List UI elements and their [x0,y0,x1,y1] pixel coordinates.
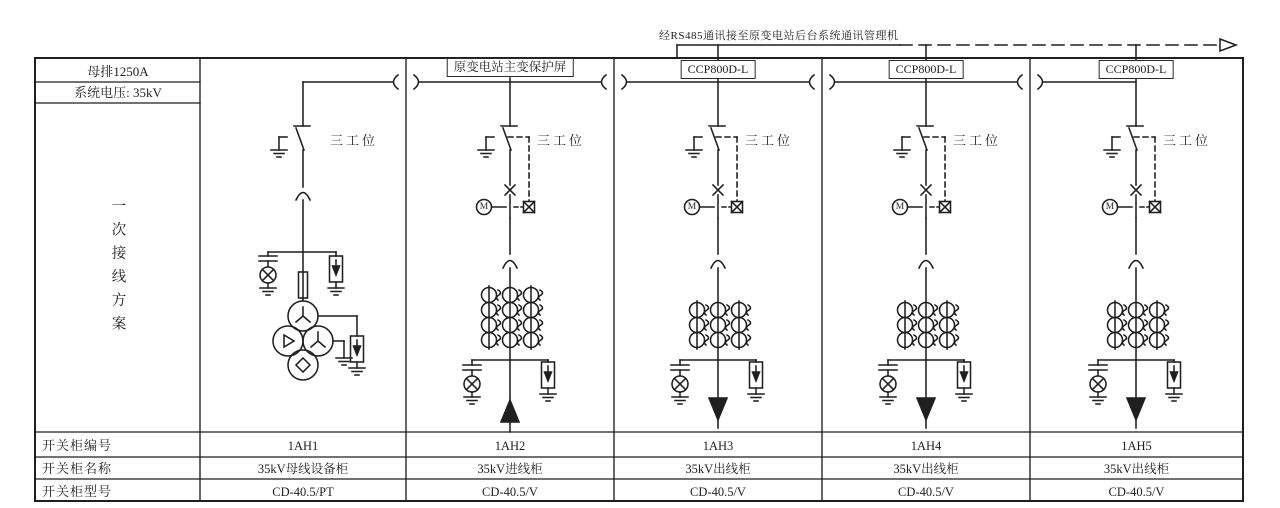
current-transformer-icon [482,333,501,348]
motor-label: M [895,202,905,212]
current-transformer-icon [503,288,522,303]
ground-icon [540,394,556,401]
cabinet-circuit-1AH1 [259,82,365,380]
system-voltage-label: 系统电压: 35kV [74,85,162,100]
disconnect-switch-icon [686,126,725,157]
ground-icon [328,288,344,295]
interlock-box-icon [940,202,951,213]
ground-icon [349,368,365,375]
current-transformer-icon [482,303,501,318]
ground-icon [1166,394,1182,401]
switch-position-label-1ah5: 三工位 [1163,133,1212,148]
cell-name-1ah5: 35kV出线柜 [1103,462,1170,476]
disconnect-switch-icon [1104,126,1143,157]
ground-icon [260,288,276,295]
pt-winding-group [273,301,333,380]
breaker-contact-icon [713,185,723,195]
current-transformer-icon [1150,318,1169,333]
table-grid [35,58,1243,501]
surge-arrester-icon [542,362,555,388]
interlock-box-icon [732,202,743,213]
cell-no-1ah1: 1AH1 [287,439,319,453]
cell-name-1ah4: 35kV出线柜 [893,462,959,476]
ccp-device-box-1ah5: CCP800D-L [1099,60,1174,79]
ccp-device-box-1ah3: CCP800D-L [681,60,756,79]
bus-coupler-icon [602,75,607,89]
switch-position-label-1ah2: 三工位 [537,133,586,148]
cable-plug-icon [296,193,310,201]
current-transformer-icon [919,318,938,333]
current-transformer-icon [940,318,959,333]
current-transformer-icon [732,333,751,348]
current-transformer-icon [940,303,959,318]
ground-icon [672,397,688,404]
bus-coupler-icon [394,75,399,89]
indicator-lamp-icon [1090,376,1106,392]
row-label-cabinet-name: 开关柜名称 [42,461,113,476]
current-transformer-icon [1129,303,1148,318]
rs485-comm-label: 经RS485通讯接至原变电站后台系统通讯管理机 [659,30,899,42]
disconnect-switch-icon [271,126,310,157]
ground-icon [880,397,896,404]
cell-name-1ah1: 35kV母线设备柜 [257,462,349,476]
indicator-lamp-icon [260,267,276,283]
surge-arrester-icon [330,256,343,282]
motor-label: M [687,202,697,212]
current-transformer-icon [524,318,543,333]
ground-icon [1090,397,1106,404]
motor-label: M [479,202,489,212]
current-transformer-icon [482,288,501,303]
motor-label: M [1105,202,1115,212]
current-transformer-icon [1129,333,1148,348]
current-transformer-icon [690,303,709,318]
incoming-feeder-arrow [501,400,519,422]
current-transformer-icon [1108,333,1127,348]
current-transformer-icon [1108,318,1127,333]
wye-winding-mark [296,307,310,322]
ground-icon [464,397,480,404]
current-transformer-icon [711,333,730,348]
wye-winding-mark [311,332,325,347]
current-transformer-icon [690,318,709,333]
current-transformer-icon [919,333,938,348]
cell-model-1ah4: CD-40.5/V [898,485,954,499]
cell-model-1ah5: CD-40.5/V [1108,485,1165,499]
scheme-title-text: 一次接线方案 [109,197,126,339]
current-transformer-icon [940,333,959,348]
current-transformer-icon [524,288,543,303]
current-transformer-icon [503,303,522,318]
bus-coupler-icon [1038,75,1043,89]
interlock-box-icon [524,202,535,213]
ccp-device-box-1ah4: CCP800D-L [889,60,964,79]
current-transformer-icon [690,333,709,348]
indicator-lamp-icon [464,376,480,392]
indicator-lamp-icon [672,376,688,392]
cell-model-1ah3: CD-40.5/V [690,485,746,499]
outgoing-feeder-arrow [917,398,935,420]
ground-icon [336,358,352,365]
switch-position-label-1ah1: 三工位 [330,133,379,148]
bus-coupler-icon [1018,75,1023,89]
bus-coupler-icon [414,75,419,89]
bus-coupler-icon [830,75,835,89]
interlock-box-icon [1150,202,1161,213]
switch-position-label-1ah4: 三工位 [953,133,1002,148]
comm-arrow-icon [1220,39,1236,51]
outgoing-feeder-arrow [709,398,727,420]
cell-no-1ah4: 1AH4 [910,439,942,453]
surge-arrester-icon [1168,362,1181,388]
cell-model-1ah2: CD-40.5/V [482,485,538,499]
switch-position-label-1ah3: 三工位 [745,133,794,148]
current-transformer-icon [1129,318,1148,333]
open-delta-winding-mark [296,358,310,372]
current-transformer-icon [482,318,501,333]
current-transformer-icon [919,303,938,318]
current-transformer-icon [711,318,730,333]
disconnect-switch-icon [478,126,517,157]
bus-coupler-icon [622,75,627,89]
surge-arrester-icon [958,362,971,388]
delta-winding-mark [284,335,294,347]
current-transformer-icon [898,303,917,318]
current-transformer-icon [1150,333,1169,348]
current-transformer-icon [1150,303,1169,318]
breaker-contact-icon [921,185,931,195]
busbar-rating-label: 母排1250A [87,63,149,79]
protection-screen-box: 原变电站主变保护屏 [447,58,574,77]
cable-plug-icon [503,261,517,269]
current-transformer-icon [732,318,751,333]
ground-icon [956,394,972,401]
cell-model-1ah1: CD-40.5/PT [272,485,334,499]
current-transformer-icon [503,333,522,348]
cable-plug-icon [711,261,725,269]
cell-no-1ah3: 1AH3 [702,439,734,453]
cell-no-1ah2: 1AH2 [494,439,526,453]
ground-icon [748,394,764,401]
current-transformer-icon [524,333,543,348]
current-transformer-icon [732,303,751,318]
cable-plug-icon [1129,261,1143,269]
current-transformer-icon [898,318,917,333]
disconnect-switch-icon [894,126,933,157]
row-label-cabinet-model: 开关柜型号 [42,484,113,499]
cell-name-1ah3: 35kV出线柜 [685,462,751,476]
current-transformer-icon [524,303,543,318]
cell-name-1ah2: 35kV进线柜 [477,462,543,476]
current-transformer-icon [1108,303,1127,318]
bus-coupler-icon [810,75,815,89]
current-transformer-icon [503,318,522,333]
current-transformer-icon [898,333,917,348]
breaker-contact-icon [505,185,515,195]
current-transformer-icon [711,303,730,318]
indicator-lamp-icon [880,376,896,392]
outgoing-feeder-arrow [1127,398,1145,420]
cable-plug-icon [919,261,933,269]
scheme-title [36,108,200,428]
cell-no-1ah5: 1AH5 [1121,439,1152,453]
breaker-contact-icon [1131,185,1141,195]
surge-arrester-icon [750,362,763,388]
row-label-cabinet-no: 开关柜编号 [42,438,113,453]
